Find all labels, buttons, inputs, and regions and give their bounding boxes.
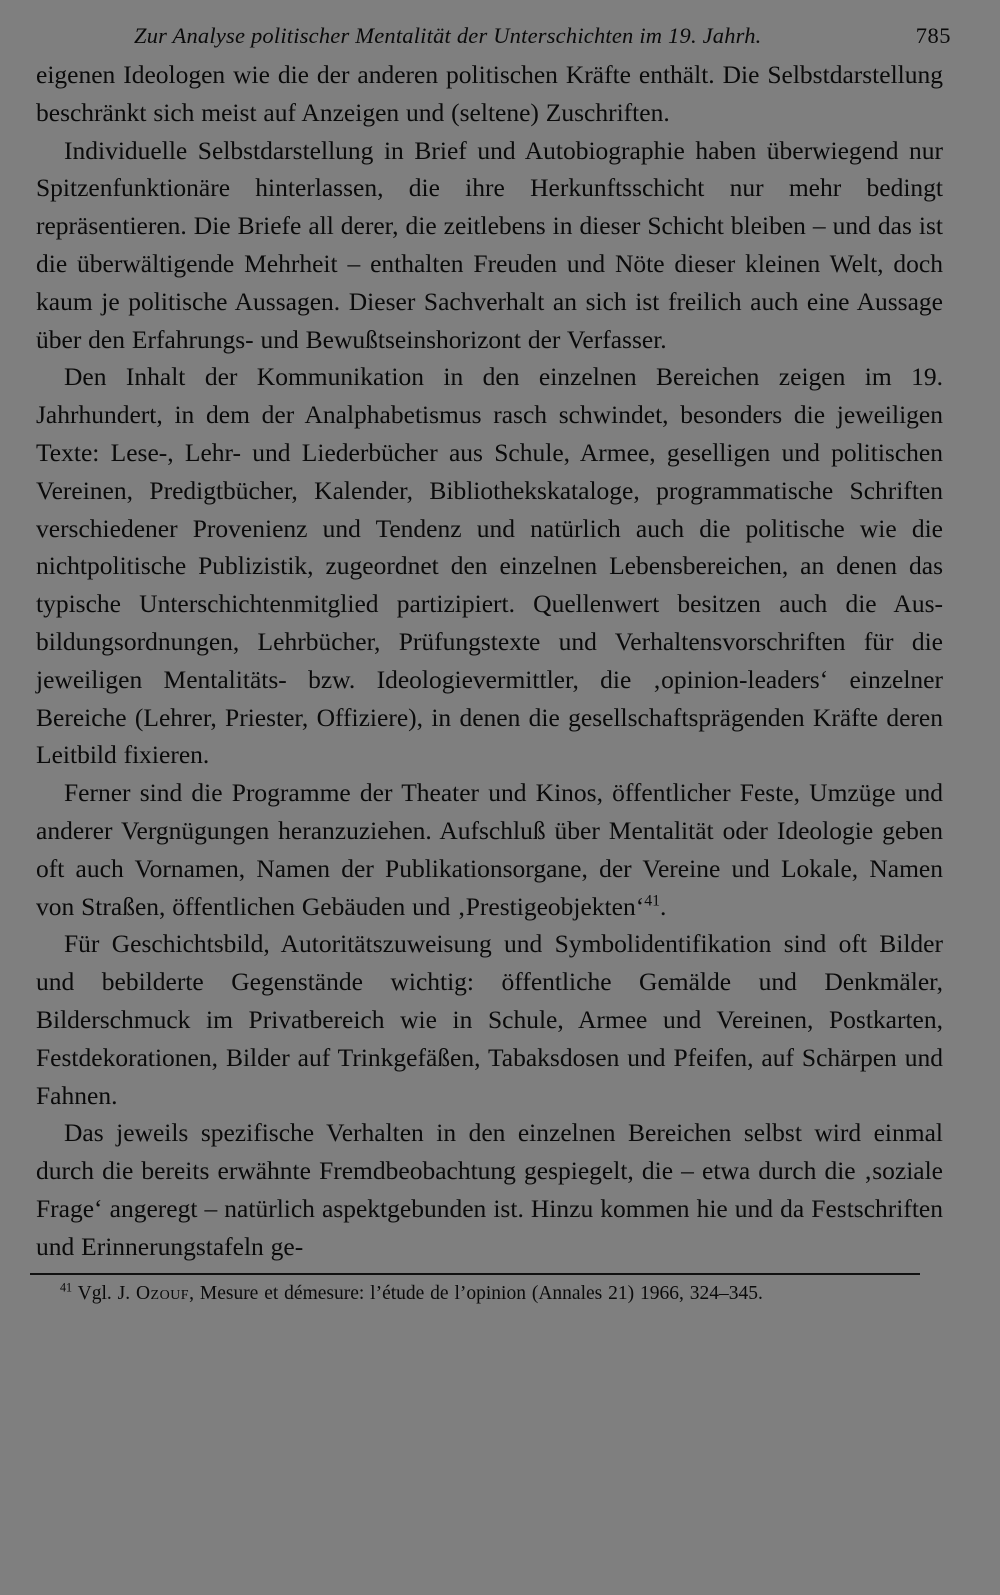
body-text bbox=[36, 56, 943, 1266]
footnote bbox=[36, 1281, 943, 1306]
sentence-end: . bbox=[659, 891, 667, 921]
footnote-author: Ozouf bbox=[135, 1282, 190, 1304]
paragraph: Das jeweils spezifische Verhalten in den einzelnen Bereichen selbst wird einmal durch die bereits erwähnte Fremdbeobachtung gespiegelt, die – etwa durch die ‚soziale Frage‘ angeregt – natürlich aspektgebunden ist. Hinzu kommen hie und da Festschriften und Erinnerungstafeln ge- bbox=[36, 1118, 943, 1261]
paragraph: Für Geschichtsbild, Autoritätszuweisung und Symbolidentifikation sind oft Bilder und bebilderte Gegenstände wichtig: öffentliche Gemälde und Denkmäler, Bilderschmuck im Privatbereich wie in Schule, Armee und Vereinen, Postkarten, Festdekorationen, Bilder auf Trinkgefäßen, Tabaksdosen und Pfeifen, auf Schärpen und Fahnen. bbox=[36, 929, 943, 1110]
footnote-reference: 41 bbox=[644, 892, 660, 910]
book-page bbox=[36, 18, 951, 1306]
page-number: 785 bbox=[915, 23, 951, 48]
running-title: Zur Analyse politischer Mentalität der Unterschichten im 19. Jahrh. bbox=[134, 23, 762, 48]
footnote-prefix: Vgl. J. bbox=[77, 1282, 131, 1304]
paragraph-with-footnote bbox=[36, 774, 943, 925]
paragraph: Individuelle Selbstdarstellung in Brief und Autobiographie haben überwiegend nur Spitzenfunktionäre hinterlassen, die ihre Herkunftsschicht nur mehr bedingt repräsentieren. Die Briefe all derer, die zeitlebens in dieser Schicht bleiben – und das ist die überwältigende Mehrheit – enthalten Freuden und Nöte dieser kleinen Welt, doch kaum je politische Aussagen. Dieser Sachverhalt an sich ist freilich auch eine Aussage über den Erfahrungs- und Bewußtseinshorizont der Verfasser. bbox=[36, 135, 943, 354]
running-header bbox=[36, 18, 951, 56]
footnote-divider bbox=[30, 1273, 920, 1275]
footnote-number: 41 bbox=[60, 1280, 73, 1294]
paragraph-continuation: eigenen Ideologen wie die der anderen politischen Kräfte enthält. Die Selbstdarstellung beschränkt sich meist auf Anzeigen und (seltene) Zuschriften. bbox=[36, 60, 943, 127]
footnote-text: , Mesure et démesure: l’étude de l’opinion (Annales 21) 1966, 324–345. bbox=[189, 1282, 763, 1304]
paragraph: Den Inhalt der Kommunikation in den einzelnen Bereichen zeigen im 19. Jahrhundert, in dem der Analphabetismus rasch schwindet, besonders die jeweiligen Texte: Lese-, Lehr- und Liederbücher aus Schule, Armee, geselligen und politischen Vereinen, Predigtbücher, Kalender, Bibliothekskataloge, programmatische Schriften verschiedener Provenienz und Tendenz und natürlich auch die politische wie die nichtpolitische Publizistik, zugeordnet den einzelnen Lebensbereichen, an denen das typische Unterschichtenmitglied partizipiert. Quellenwert besitzen auch die Ausbildungsordnungen, Lehrbücher, Prüfungstexte und Verhaltensvorschriften für die jeweiligen Mentalitäts- bzw. Ideologievermittler, die ‚opinion-leaders‘ einzelner Bereiche (Lehrer, Priester, Offiziere), in denen die gesellschaftsprägenden Kräfte deren Leitbild fixieren. bbox=[36, 362, 943, 770]
paragraph-text: Ferner sind die Programme der Theater und Kinos, öffentlicher Feste, Umzüge und anderer Vergnügungen heranzuziehen. Aufschluß über Mentalität oder Ideologie geben oft auch Vornamen, Namen der Publikationsorgane, der Vereine und Lokale, Namen von Straßen, öffentlichen Gebäuden und ‚Prestigeobjekten‘ bbox=[36, 778, 943, 921]
